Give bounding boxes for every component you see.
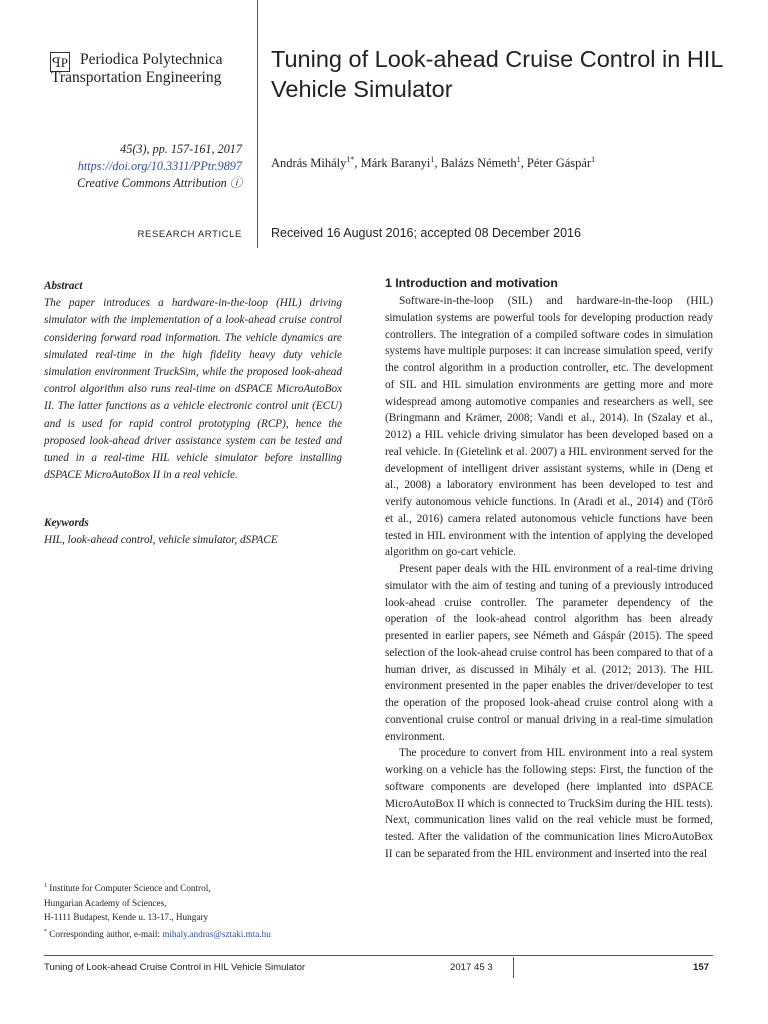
email-link[interactable]: mihaly.andras@sztaki.mta.hu (162, 928, 271, 939)
journal-subtitle: Transportation Engineering (51, 69, 222, 86)
journal-logo-icon: ꟼP (50, 52, 70, 72)
paragraph: The procedure to convert from HIL environment into a real system working on a vehicle has the following steps: First, the function of the software components are developed (here implanted into dSPACE MicroAutoBox II which is connected to TruckSim during the HIL tests). Next, communication lines valid on the real vehicle must be formed, tested. After the validation of the communication lines MicroAutoBox II can be separated from the HIL environment and inserted into the real (385, 747, 713, 860)
article-type: RESEARCH ARTICLE (137, 229, 242, 240)
author: András Mihály$^{1*}$, (271, 155, 361, 171)
affiliation-line: H-1111 Budapest, Kende u. 13-17., Hungary (44, 912, 209, 923)
abstract (44, 278, 342, 484)
paragraph: Present paper deals with the HIL environment of a real-time driving simulator with the aim of testing and tuning of a previously introduced look-ahead cruise controller. The parameter dependency of the operation of the look-ahead control algorithm has been already presented in earlier papers, see Németh and Gáspár (2015). The speed selection of the look-ahead cruise control has been compared to that of a human driver, as discussed in Mihály et al. (2012; 2013). The HIL environment presented in the paper enables the driver/developer to test the operation of the proposed look-ahead cruise control along with a conventional cruise control or manual driving in a real-time simulation environment. (385, 563, 713, 743)
doi-link[interactable]: https://doi.org/10.3311/PPtr.9897 (77, 159, 242, 173)
footnotes (44, 879, 344, 941)
header-divider (257, 0, 258, 248)
corresponding-author: * Corresponding author, e-mail: mihaly.andras@sztaki.mta.hu (44, 928, 271, 939)
author: Márk Baranyi$^1$, (360, 155, 441, 171)
footer-rule (44, 955, 713, 956)
author-list (271, 155, 595, 171)
author: Péter Gáspár$^1$ (526, 155, 596, 171)
footer-divider (513, 957, 514, 978)
publication-meta (77, 141, 242, 192)
volume-pages: 45(3), pp. 157-161, 2017 (120, 142, 242, 156)
page-number: 157 (693, 962, 710, 973)
abstract-text: The paper introduces a hardware-in-the-loop (HIL) driving simulator with the implementation of a look-ahead cruise control considering forward road information. The vehicle dynamics are simulated real-time in the high fidelity heavy duty vehicle simulation environment TruckSim, while the proposed look-ahead control algorithm also runs real-time on dSPACE MicroAutoBox II. The latter functions as a vehicle electronic control unit (ECU) and is used for rapid control prototyping (RCP), hence the proposed look-ahead driver assistance system can be tested and tuned in a real-time HIL vehicle simulator before installing dSPACE MicroAutoBox II in a real vehicle. (44, 297, 342, 482)
license: Creative Commons Attribution ⓘ (77, 176, 242, 190)
author: Balázs Németh$^1$, (440, 155, 527, 171)
affiliation-line: $^1$ Institute for Computer Science and Control, (44, 883, 211, 894)
paragraph: Software-in-the-loop (SIL) and hardware-in-the-loop (HIL) simulation systems are powerful tools for developing production ready controllers. The integration of a compiled software codes in simulation systems have multiple purposes: it can increase simulation speed, verify the control algorithm in a production controller, etc. The development of SIL and HIL simulation environments are getting more and more widespread among automotive companies and researchers as well, see (Bringmann and Krämer, 2008; Vandi et al., 2014). In (Szalay et al., 2012) a HIL vehicle driving simulator has been developed based on a real vehicle. In (Gietelink et al. 2007) a HIL environment served for the development of intelligent driver assistant systems, while in (Deng et al., 2008) a laboratory environment has been developed to test and verify autonomous vehicle functions. In (Aradi et al., 2014) and (Törő et al., 2016) camera related autonomous vehicle functions have been tested in HIL environment with the intention of applying the developed algorithm on go-cart vehicle. (385, 295, 713, 559)
footer-title: Tuning of Look-ahead Cruise Control in HIL Vehicle Simulator (44, 962, 306, 973)
abstract-heading: Abstract (44, 280, 83, 292)
article-title: Tuning of Look-ahead Cruise Control in HIL Vehicle Simulator (271, 46, 723, 102)
keywords-text: HIL, look-ahead control, vehicle simulator, dSPACE (44, 534, 278, 547)
journal-name: Periodica Polytechnica (80, 51, 223, 68)
received-dates: Received 16 August 2016; accepted 08 December 2016 (271, 226, 581, 240)
affiliation-line: Hungarian Academy of Sciences, (44, 897, 167, 908)
section-body (385, 293, 713, 863)
keywords (44, 515, 342, 549)
keywords-heading: Keywords (44, 517, 89, 529)
footer-year-issue: 2017 45 3 (450, 962, 493, 973)
section-heading: 1 Introduction and motivation (385, 276, 558, 290)
